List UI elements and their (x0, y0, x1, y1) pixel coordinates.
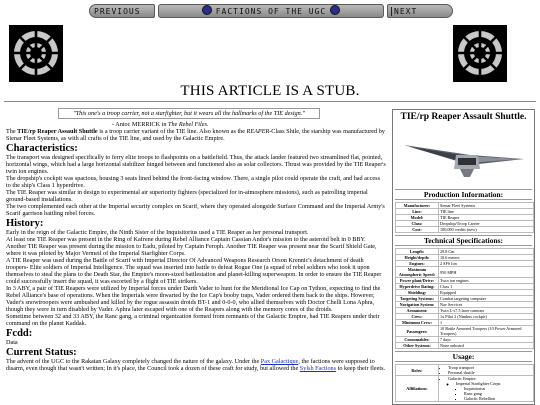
top-navigation (0, 0, 540, 22)
faction-emblem-icon (202, 5, 212, 15)
table-row: Consumables: 7 days (396, 337, 534, 343)
empire-emblem-left (9, 25, 63, 82)
char-paragraph: The transport was designed specifically to ferry elite troops to flashpoints on a battlefield. Thus, the attack lander featured two streamlined flat, pointed, horizontal wings, which had a large horizontal stabilizer hinged between and functioned also as solar collectors. Thrust was provided by the TIE Reaper's twin ion engines. (6, 154, 386, 175)
table-row: Armament: Twin L-s7.5 laser cannons (396, 308, 534, 314)
table-row: Roles: • Troop transport • Personal shuttle (396, 365, 534, 376)
quote-author: - Antoc MERRICK in (112, 121, 169, 128)
table-row: Height/depth: 10.6 meters (396, 255, 534, 261)
history-paragraph: Sometime between 32 and 33 ABY, the Ranc gang, a criminal organization formed from remnants of the Galactic Empire, had TIE Reapers under their command on the planet Kaddak. (6, 313, 380, 327)
stub-notice: THIS ARTICLE IS A STUB. (180, 83, 360, 99)
section-fcdd: Fcdd: (6, 328, 33, 339)
table-row: Navigation System: Nav Services (396, 302, 534, 308)
table-row: Passengers: 10 Battle Armored Troopers (10 Power Armored Troopers) (396, 326, 534, 337)
section-current-status: Current Status: (6, 347, 77, 358)
empire-emblem-right (453, 25, 507, 82)
nav-separator (391, 7, 392, 16)
char-paragraph: The TIE Reaper was similar in design to experimental air superiority fighters (specialized for in-atmosphere missions), such as patrolling imperial ground-based installations. (6, 189, 368, 203)
table-row: Class: Dropship/Troop Carrier (396, 221, 534, 227)
quote-source: The Rebel Files (168, 121, 207, 128)
table-row: Maximum Atmospheric Speed: 950 MPH (396, 267, 534, 278)
table-row: Power plant/Drive: Twin ion engines (396, 278, 534, 284)
previous-button[interactable] (89, 4, 155, 18)
usage-header: Usage: (395, 351, 532, 362)
quote-box (58, 108, 320, 119)
previous-label: PREVIOUS (94, 7, 141, 16)
history-paragraph: A TIE Reaper was used during the Battle of Scarif with Imperial Director Of Advanced Weapons Research Orson Krennic's detachment of death troopers- Elite soldiers of Imperial Intelligence. The squad was inserted into battle to defeat Rogue One (a squad of rebel soldiers who took it upon themselves to steal the plans to the Death Star, the Empire's moon-sized battlestation and planet-killing superweapon. In order to ensure the TIE Reaper could successfully insert the squad, it was escorted by a flight of TIE strikers. (6, 257, 382, 285)
production-table (395, 202, 534, 233)
table-row: Other Systems: None onboard (396, 343, 534, 349)
divider (4, 101, 536, 102)
list-item: • Troop transport (448, 365, 532, 370)
factions-title-label: FACTIONS OF THE UGC (215, 7, 327, 16)
list-item: • Personal shuttle (448, 370, 532, 375)
table-row: Targeting Systems: Combat targeting computer (396, 296, 534, 302)
table-row: Cost: 100,000 credits (new) (396, 227, 534, 233)
section-characteristics: Characteristics: (6, 143, 78, 154)
list-item: ▪ Galactic Rebellion (464, 396, 532, 401)
table-row: Manufacturer: Sienar Fleet Systems (396, 203, 534, 209)
imperial-crest-icon (454, 26, 506, 81)
table-row: Hyperdrive Rating: Class 1 (396, 284, 534, 290)
char-paragraph: The dropship's cockpit was spacious, housing 3 seats lined behind the front-facing window. There, a single pilot could operate the craft, and had access to the ship's Class 1 hyperdrive. (6, 175, 380, 189)
infobox (392, 109, 535, 405)
factions-title-button[interactable] (158, 4, 384, 18)
quote-text: "This one's a troop carrier, not a starfighter, but it wears all the hallmarks of the TIE design." (73, 110, 305, 117)
infobox-title: TIE/rp Reaper Assault Shuttle. (400, 112, 527, 122)
imperial-crest-icon (10, 26, 62, 81)
article-body (6, 106, 386, 405)
intro-paragraph: The TIE/rp Reaper Assault Shuttle is a troop carrier variant of the TIE line. Also known as the REAPER-Class Shtle, the starship was manufactured by Sienar Fleet Systems, as with all crafts of the TIE line, and used by the Galactic Empire. (6, 128, 385, 142)
tie-reaper-image (400, 125, 528, 187)
quote-attribution: - Antoc MERRICK in The Rebel Files. (112, 121, 209, 128)
tech-specs-table (395, 248, 534, 349)
table-row: Affiliations: • Galactic Empire: ◦ Imperial Starfighter Corps: ▪ Inquisitorius ▪ Ranc gang ▪ Galactic Rebellion (396, 376, 534, 402)
table-row: Engines: 2 SFS Ion (396, 261, 534, 267)
table-row: Length: 29.8 Cm (396, 249, 534, 255)
list-item: • Galactic Empire: ◦ Imperial Starfighter Corps: ▪ Inquisitorius ▪ Ranc gang ▪ Galactic Rebellion (448, 376, 532, 401)
table-row: Model: TIE Reaper (396, 215, 534, 221)
history-paragraph: At least one TIE Reaper was present in the Ring of Kafrene during Rebel Alliance Captain Cassian Andor's mission to the asteroid belt in 0 BBY. Another TIE Reaper was present during the mission to Eadu, piloted by Captain Feroph. Another TIE Reaper was present near the Scarif Shield Gate, where it was piloted by Major Vermeil of the Imperial Starfighter Corps. (6, 236, 377, 257)
table-row: Shielding: Equipped (396, 290, 534, 296)
char-paragraph: The two complemented each other at the Imperial security complex on Scarif, where they operated alongside Surface Command and the Imperial Army's Scarif garrison battling rebel forces. (6, 203, 385, 217)
next-button[interactable] (387, 4, 453, 18)
tech-specs-header: Technical Specifications: (395, 235, 532, 246)
fcdd-paragraph: Data (6, 339, 18, 346)
list-item: ▪ Inquisitorius (464, 386, 532, 391)
section-history: History: (6, 218, 44, 229)
usage-table (395, 364, 534, 402)
pax-galactique-link[interactable]: Pax Galactique (260, 358, 299, 365)
sylsh-factions-link[interactable]: Sylsh Factions (299, 365, 337, 372)
history-paragraph: In 3 ABY, a pair of TIE Reapers were utilized by Imperial forces under Darth Vader to hunt for the Meridional Ice Cap on Tython, expecting to find the Rebel Alliance's base of operations. When the Imperials were thwarted by the Ice Cap's booby traps, Vader ordered them back to the ships. However, Vader's snowtroopers were ambushed and killed by the rogue assassin droids BT-1 and 0-0-0, who allied themselves with Doctor Chelli Lona Aphra, though they were in turn disabled by Vader. Aphra later escaped with one of the Reapers along with the memory cores of the droids. (6, 285, 381, 313)
production-header: Production Information: (395, 189, 532, 200)
table-row: Line: TIE line (396, 209, 534, 215)
next-label: NEXT (394, 7, 418, 16)
faction-emblem-icon (330, 5, 340, 15)
list-item: ◦ Imperial Starfighter Corps: ▪ Inquisitorius ▪ Ranc gang ▪ Galactic Rebellion (456, 381, 532, 401)
status-paragraph: The advent of the UGC to the Rakatan Galaxy completely changed the nature of the galaxy. Under the Pax Galactique, the factions were supposed to disarm, even though that wasn't written; In it's place, the Council took a dozen of these craft for study, but allowed the Sylsh Factions to keep their fleets. (6, 358, 386, 372)
table-row: Minimum Crew: 1 (396, 320, 534, 326)
table-row: Crew: 1x Pilot 2 (Nimbus cockpit) (396, 314, 534, 320)
history-paragraph: Early in the reign of the Galactic Empire, the Ninth Sister of the Inquisitorius used a TIE Reaper as her personal transport. (6, 229, 309, 236)
list-item: ▪ Ranc gang (464, 391, 532, 396)
